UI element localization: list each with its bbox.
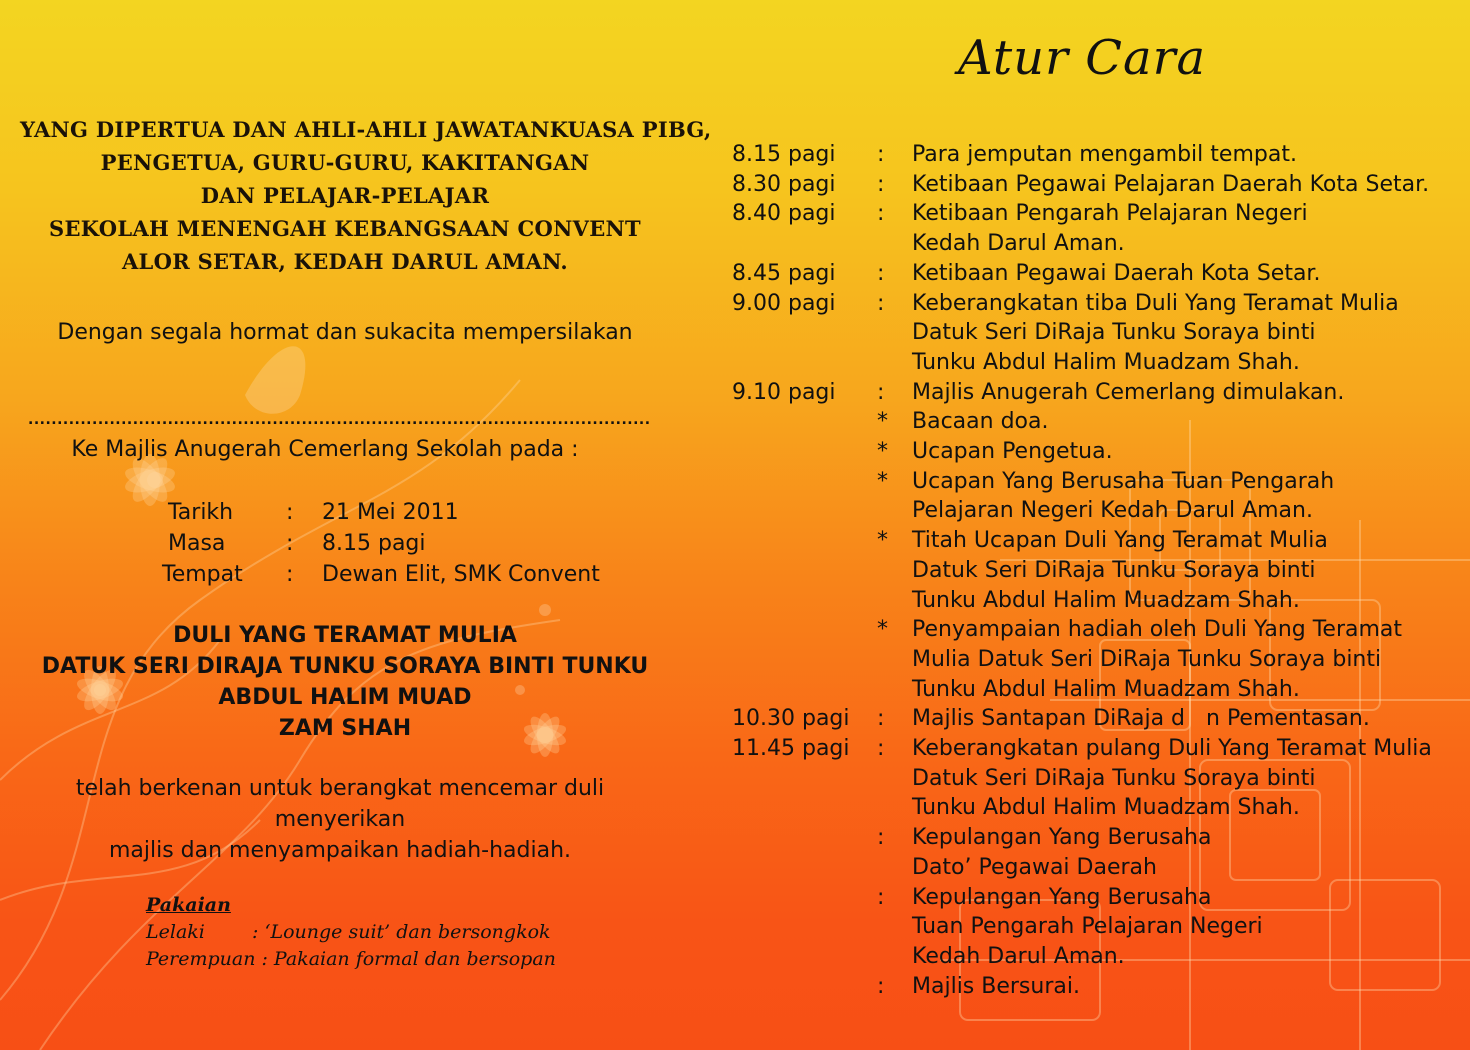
agenda-description: Keberangkatan pulang Duli Yang Teramat Mulia xyxy=(912,736,1432,762)
programme-title: Atur Cara xyxy=(958,30,1207,86)
heading-line: DAN PELAJAR-PELAJAR xyxy=(200,183,490,208)
agenda-time: 8.45 pagi xyxy=(732,260,836,286)
agenda-time xyxy=(732,615,877,645)
agenda-description: Ketibaan Pegawai Daerah Kota Setar. xyxy=(912,260,1321,286)
invite-text: Ke Majlis Anugerah Cemerlang Sekolah pada : xyxy=(71,437,579,462)
agenda-time xyxy=(732,853,877,883)
agenda-description: Penyampaian hadiah oleh Duli Yang Teramat xyxy=(912,617,1403,643)
agenda-marker xyxy=(877,348,912,378)
agenda-row xyxy=(732,972,1452,1002)
agenda-marker: * xyxy=(877,528,888,554)
detail-row-venue xyxy=(162,559,600,590)
agenda-time: 11.45 pagi xyxy=(732,736,850,762)
invitation-heading xyxy=(20,113,712,278)
agenda-row xyxy=(732,586,1452,616)
agenda-marker: * xyxy=(877,409,888,435)
agenda-description: Keberangkatan tiba Duli Yang Teramat Mulia xyxy=(912,290,1399,316)
royal-line: DATUK SERI DIRAJA TUNKU SORAYA BINTI TUNKU xyxy=(41,654,649,679)
programme-agenda xyxy=(732,140,1452,1001)
agenda-time xyxy=(732,675,877,705)
detail-value: 21 Mei 2011 xyxy=(322,500,459,525)
agenda-row xyxy=(732,556,1452,586)
agenda-marker: : xyxy=(877,142,885,167)
agenda-description: Tunku Abdul Halim Muadzam Shah. xyxy=(912,676,1300,702)
detail-separator: : xyxy=(286,531,294,556)
agenda-time xyxy=(732,972,877,1002)
agenda-time xyxy=(732,437,877,467)
agenda-marker: : xyxy=(877,201,885,227)
body-line: telah berkenan untuk berangkat mencemar duli menyerikan xyxy=(75,776,605,832)
agenda-time xyxy=(732,793,877,823)
agenda-time xyxy=(732,883,877,913)
agenda-description: Tunku Abdul Halim Muadzam Shah. xyxy=(912,587,1300,613)
agenda-marker xyxy=(877,853,912,883)
agenda-time xyxy=(732,764,877,794)
agenda-row xyxy=(732,793,1452,823)
agenda-time xyxy=(732,912,877,942)
agenda-time xyxy=(732,318,877,348)
detail-label: Tarikh xyxy=(168,500,234,525)
agenda-row xyxy=(732,259,1452,289)
agenda-time xyxy=(732,586,877,616)
agenda-description: Ucapan Yang Berusaha Tuan Pengarah xyxy=(912,468,1335,494)
agenda-description: Ketibaan Pengarah Pelajaran Negeri xyxy=(912,201,1308,227)
agenda-marker xyxy=(877,942,912,972)
agenda-description: Ucapan Pengetua. xyxy=(912,439,1113,465)
agenda-marker: : xyxy=(877,706,885,732)
detail-row-time xyxy=(168,528,600,559)
agenda-marker xyxy=(877,496,912,526)
agenda-description: Bacaan doa. xyxy=(912,409,1049,435)
agenda-row xyxy=(732,140,1452,170)
agenda-description: Kedah Darul Aman. xyxy=(912,231,1125,257)
agenda-marker xyxy=(877,586,912,616)
agenda-description: Majlis Bersurai. xyxy=(912,973,1080,999)
agenda-row xyxy=(732,407,1452,437)
royal-line: ZAM SHAH xyxy=(278,716,412,741)
agenda-marker xyxy=(877,645,912,675)
agenda-row xyxy=(732,496,1452,526)
royal-line: ABDUL HALIM MUAD xyxy=(218,685,472,710)
agenda-description: Kepulangan Yang Berusaha xyxy=(912,825,1212,851)
agenda-description: Datuk Seri DiRaja Tunku Soraya binti xyxy=(912,320,1316,346)
agenda-time xyxy=(732,823,877,853)
agenda-time xyxy=(732,645,877,675)
detail-row-date xyxy=(168,497,600,528)
agenda-description: Mulia Datuk Seri DiRaja Tunku Soraya binti xyxy=(912,646,1382,672)
agenda-description: Datuk Seri DiRaja Tunku Soraya binti xyxy=(912,557,1316,583)
agenda-time: 9.10 pagi xyxy=(732,379,836,405)
agenda-marker: : xyxy=(877,825,885,851)
agenda-marker xyxy=(877,912,912,942)
agenda-marker xyxy=(877,793,912,823)
agenda-marker: : xyxy=(877,260,885,286)
agenda-marker xyxy=(877,675,912,705)
agenda-description: Tunku Abdul Halim Muadzam Shah. xyxy=(912,795,1300,821)
agenda-marker: * xyxy=(877,617,888,643)
heading-line: YANG DIPERTUA DAN AHLI-AHLI JAWATANKUASA PIBG, xyxy=(20,117,712,142)
agenda-marker: : xyxy=(877,736,885,762)
dress-code xyxy=(146,892,556,973)
agenda-row xyxy=(732,853,1452,883)
agenda-description: Tuan Pengarah Pelajaran Negeri xyxy=(912,914,1263,940)
agenda-row xyxy=(732,823,1452,853)
agenda-row xyxy=(732,883,1452,913)
royal-line: DULI YANG TERAMAT MULIA xyxy=(173,623,517,648)
royal-guest-name xyxy=(20,620,670,744)
agenda-time xyxy=(732,467,877,497)
detail-separator: : xyxy=(286,562,294,587)
agenda-row xyxy=(732,318,1452,348)
event-details xyxy=(162,497,600,590)
agenda-row xyxy=(732,734,1452,764)
heading-line: ALOR SETAR, KEDAH DARUL AMAN. xyxy=(121,249,569,274)
invitation-body xyxy=(20,773,660,866)
agenda-time: 8.15 pagi xyxy=(732,142,836,167)
agenda-time: 8.40 pagi xyxy=(732,201,836,227)
agenda-description: Dato’ Pegawai Daerah xyxy=(912,854,1157,880)
dress-code-value: : ‘Lounge suit’ dan bersongkok xyxy=(252,921,551,943)
agenda-time: 8.30 pagi xyxy=(732,171,836,197)
agenda-marker: : xyxy=(877,171,885,197)
agenda-row xyxy=(732,704,1452,734)
agenda-description: Para jemputan mengambil tempat. xyxy=(912,142,1297,167)
agenda-row xyxy=(732,229,1452,259)
agenda-time xyxy=(732,229,877,259)
agenda-description: Majlis Anugerah Cemerlang dimulakan. xyxy=(912,379,1345,405)
agenda-description: Kepulangan Yang Berusaha xyxy=(912,884,1212,910)
agenda-marker: * xyxy=(877,439,888,465)
agenda-time xyxy=(732,942,877,972)
agenda-row xyxy=(732,942,1452,972)
detail-value: 8.15 pagi xyxy=(322,531,426,556)
agenda-time xyxy=(732,526,877,556)
agenda-marker: : xyxy=(877,290,885,316)
detail-separator: : xyxy=(286,500,294,525)
agenda-description: Tunku Abdul Halim Muadzam Shah. xyxy=(912,349,1300,375)
dress-code-value: : Pakaian formal dan bersopan xyxy=(261,948,556,970)
agenda-description: Kedah Darul Aman. xyxy=(912,943,1125,969)
dress-code-label: Lelaki xyxy=(146,921,205,943)
dress-code-row xyxy=(146,919,556,946)
agenda-row xyxy=(732,170,1452,200)
agenda-row xyxy=(732,199,1452,229)
agenda-description: Ketibaan Pegawai Pelajaran Daerah Kota Setar. xyxy=(912,171,1430,197)
agenda-time xyxy=(732,556,877,586)
agenda-marker: : xyxy=(877,884,885,910)
agenda-row xyxy=(732,467,1452,497)
agenda-row xyxy=(732,615,1452,645)
body-line: majlis dan menyampaikan hadiah-hadiah. xyxy=(108,838,572,863)
dress-code-title: Pakaian xyxy=(146,894,231,916)
agenda-row xyxy=(732,378,1452,408)
agenda-marker: : xyxy=(877,379,885,405)
detail-value: Dewan Elit, SMK Convent xyxy=(322,562,600,587)
agenda-marker xyxy=(877,764,912,794)
agenda-time xyxy=(732,407,877,437)
dotted-fill-line: ........................................................................................................... xyxy=(28,413,651,427)
heading-line: PENGETUA, GURU-GURU, KAKITANGAN xyxy=(100,150,590,175)
agenda-description: Majlis Santapan DiRaja d n Pementasan. xyxy=(912,706,1370,732)
dress-code-row xyxy=(146,946,556,973)
agenda-row xyxy=(732,912,1452,942)
agenda-row xyxy=(732,526,1452,556)
agenda-description: Titah Ucapan Duli Yang Teramat Mulia xyxy=(912,528,1328,554)
detail-label: Masa xyxy=(168,531,226,556)
agenda-row xyxy=(732,289,1452,319)
heading-line: SEKOLAH MENENGAH KEBANGSAAN CONVENT xyxy=(49,216,641,241)
agenda-description: Pelajaran Negeri Kedah Darul Aman. xyxy=(912,498,1313,524)
agenda-description: Datuk Seri DiRaja Tunku Soraya binti xyxy=(912,765,1316,791)
agenda-time: 10.30 pagi xyxy=(732,706,850,732)
agenda-row xyxy=(732,437,1452,467)
agenda-row xyxy=(732,764,1452,794)
agenda-marker xyxy=(877,556,912,586)
agenda-row xyxy=(732,675,1452,705)
agenda-time xyxy=(732,348,877,378)
agenda-marker xyxy=(877,318,912,348)
agenda-marker: : xyxy=(877,973,885,999)
agenda-marker: * xyxy=(877,468,888,494)
agenda-row xyxy=(732,645,1452,675)
agenda-marker xyxy=(877,229,912,259)
detail-label: Tempat xyxy=(162,562,243,587)
dress-code-label: Perempuan xyxy=(146,948,256,970)
agenda-row xyxy=(732,348,1452,378)
agenda-time xyxy=(732,496,877,526)
agenda-time: 9.00 pagi xyxy=(732,290,836,316)
greeting-text: Dengan segala hormat dan sukacita mempersilakan xyxy=(57,320,633,345)
